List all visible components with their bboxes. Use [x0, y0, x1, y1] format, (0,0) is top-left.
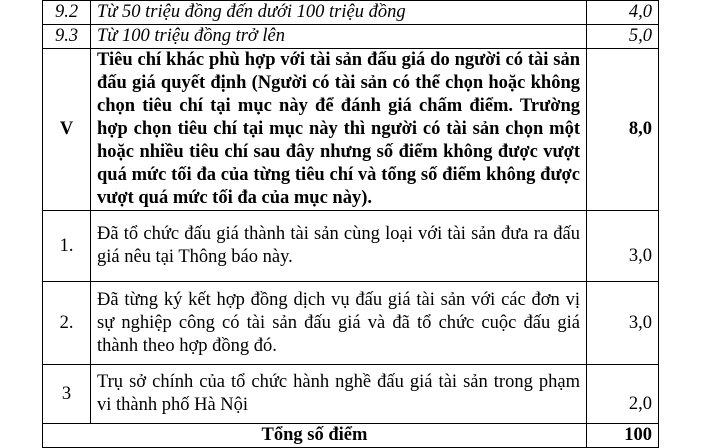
table-row [43, 211, 659, 282]
criterion-number: 9.3 [43, 25, 91, 49]
criterion-points: 4,0 [587, 1, 659, 25]
scoring-criteria-table [42, 0, 659, 448]
criterion-number: 3 [43, 365, 91, 424]
table-row [43, 25, 659, 49]
criterion-points: 8,0 [587, 49, 659, 211]
criterion-description: Từ 100 triệu đồng trở lên [91, 25, 587, 49]
criterion-number: 2. [43, 282, 91, 365]
table-row [43, 1, 659, 25]
criterion-description: Tiêu chí khác phù hợp với tài sản đấu giá do người có tài sản đấu giá quyết định (Người có tài sản có thể chọn hoặc không chọn tiêu chí tại mục này để đánh giá chấm điểm. Trường hợp chọn tiêu chí tại mục này thì người có tài sản chọn một hoặc nhiều tiêu chí sau đây nhưng số điểm không được vượt quá mức tối đa của từng tiêu chí và tổng số điểm không được vượt quá mức tối đa của mục này). [91, 49, 587, 211]
criterion-description: Từ 50 triệu đồng đến dưới 100 triệu đồng [91, 1, 587, 25]
total-points: 100 [587, 424, 659, 448]
criterion-number: V [43, 49, 91, 211]
criterion-points: 3,0 [628, 245, 652, 266]
criterion-points: 5,0 [587, 25, 659, 49]
criterion-description: Trụ sở chính của tổ chức hành nghề đấu giá tài sản trong phạm vi thành phố Hà Nội [91, 365, 587, 424]
criterion-points: 2,0 [628, 393, 652, 414]
criterion-description: Đã tổ chức đấu giá thành tài sản cùng loại với tài sản đưa ra đấu giá nêu tại Thông báo này. [91, 211, 587, 282]
criterion-points: 3,0 [587, 282, 659, 365]
table-row [43, 365, 659, 424]
criterion-description: Đã từng ký kết hợp đồng dịch vụ đấu giá tài sản với các đơn vị sự nghiệp công có tài sản đấu giá và đã tổ chức cuộc đấu giá thành theo hợp đồng đó. [91, 282, 587, 365]
total-label: Tổng số điểm [43, 424, 587, 448]
criterion-number: 1. [43, 211, 91, 282]
table-row [43, 282, 659, 365]
criterion-number: 9.2 [43, 1, 91, 25]
table-row [43, 49, 659, 211]
total-row [43, 424, 659, 448]
